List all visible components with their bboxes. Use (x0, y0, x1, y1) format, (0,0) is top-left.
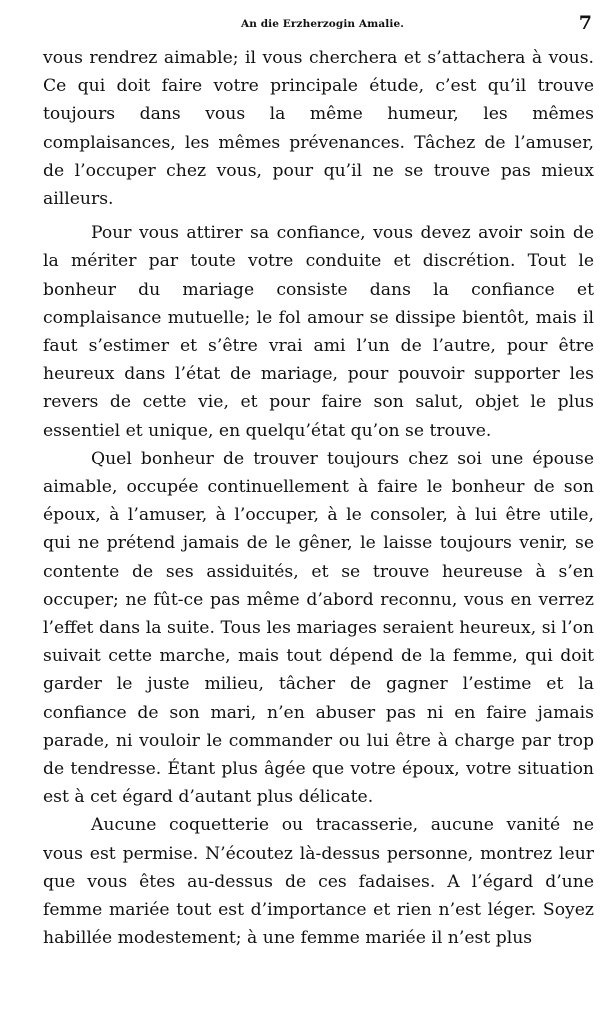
paragraph-bonheur: Quel bonheur de trouver toujours chez soi une épouse aimable, occupée continuellement à faire le bonheur de son époux, à l’amuser, à l’occuper, à le consoler, à lui être utile, qui ne prétend jamais de le gêner, le laisse toujours venir, se contente de ses assiduités, et se trouve heureuse à s’en occuper; ne fût-ce pas même d’abord reconnu, vous en verrez l’effet dans la suite. Tous les mariages seraient heureux, si l’on suivait cette marche, mais tout dépend de la femme, qui doit garder le juste milieu, tâcher de gagner l’estime et la confiance de son mari, n’en abuser pas ni en faire jamais parade, ni vouloir le commander ou lui être à charge par trop de tendresse. Étant plus âgée que votre époux, votre situation est à cet égard d’autant plus délicate. (43, 448, 594, 808)
paragraph-confiance: Pour vous attirer sa confiance, vous devez avoir soin de la mériter par toute votre conduite et discrétion. Tout le bonheur du mariage consiste dans la confiance et complaisance mutuelle; le fol amour se dissipe bientôt, mais il faut s’estimer et s’être vrai ami l’un de l’autre, pour être heureux dans l’état de mariage, pour pouvoir supporter les revers de cette vie, et pour faire son salut, objet le plus essentiel et unique, en quelqu’état qu’on se trouve. (43, 223, 594, 441)
body-text (43, 44, 594, 953)
running-title: An die Erzherzogin Amalie. (240, 18, 404, 30)
running-header (43, 14, 594, 44)
paragraph-coquetterie: Aucune coquetterie ou tracasserie, aucune vanité ne vous est permise. N’écoutez là-dessus personne, montrez leur que vous êtes au-dessus de ces fadaises. A l’égard d’une femme mariée tout est d’importance et rien n’est léger. Soyez habillée modestement; à une femme mariée il n’est plus (43, 815, 594, 949)
paragraph-continued: vous rendrez aimable; il vous cherchera et s’attachera à vous. Ce qui doit faire votre principale étude, c’est qu’il trouve toujours dans vous la même humeur, les mêmes complaisances, les mêmes prévenances. Tâchez de l’amuser, de l’occuper chez vous, pour qu’il ne se trouve pas mieux ailleurs. (43, 48, 594, 210)
page-number: 7 (578, 12, 592, 34)
